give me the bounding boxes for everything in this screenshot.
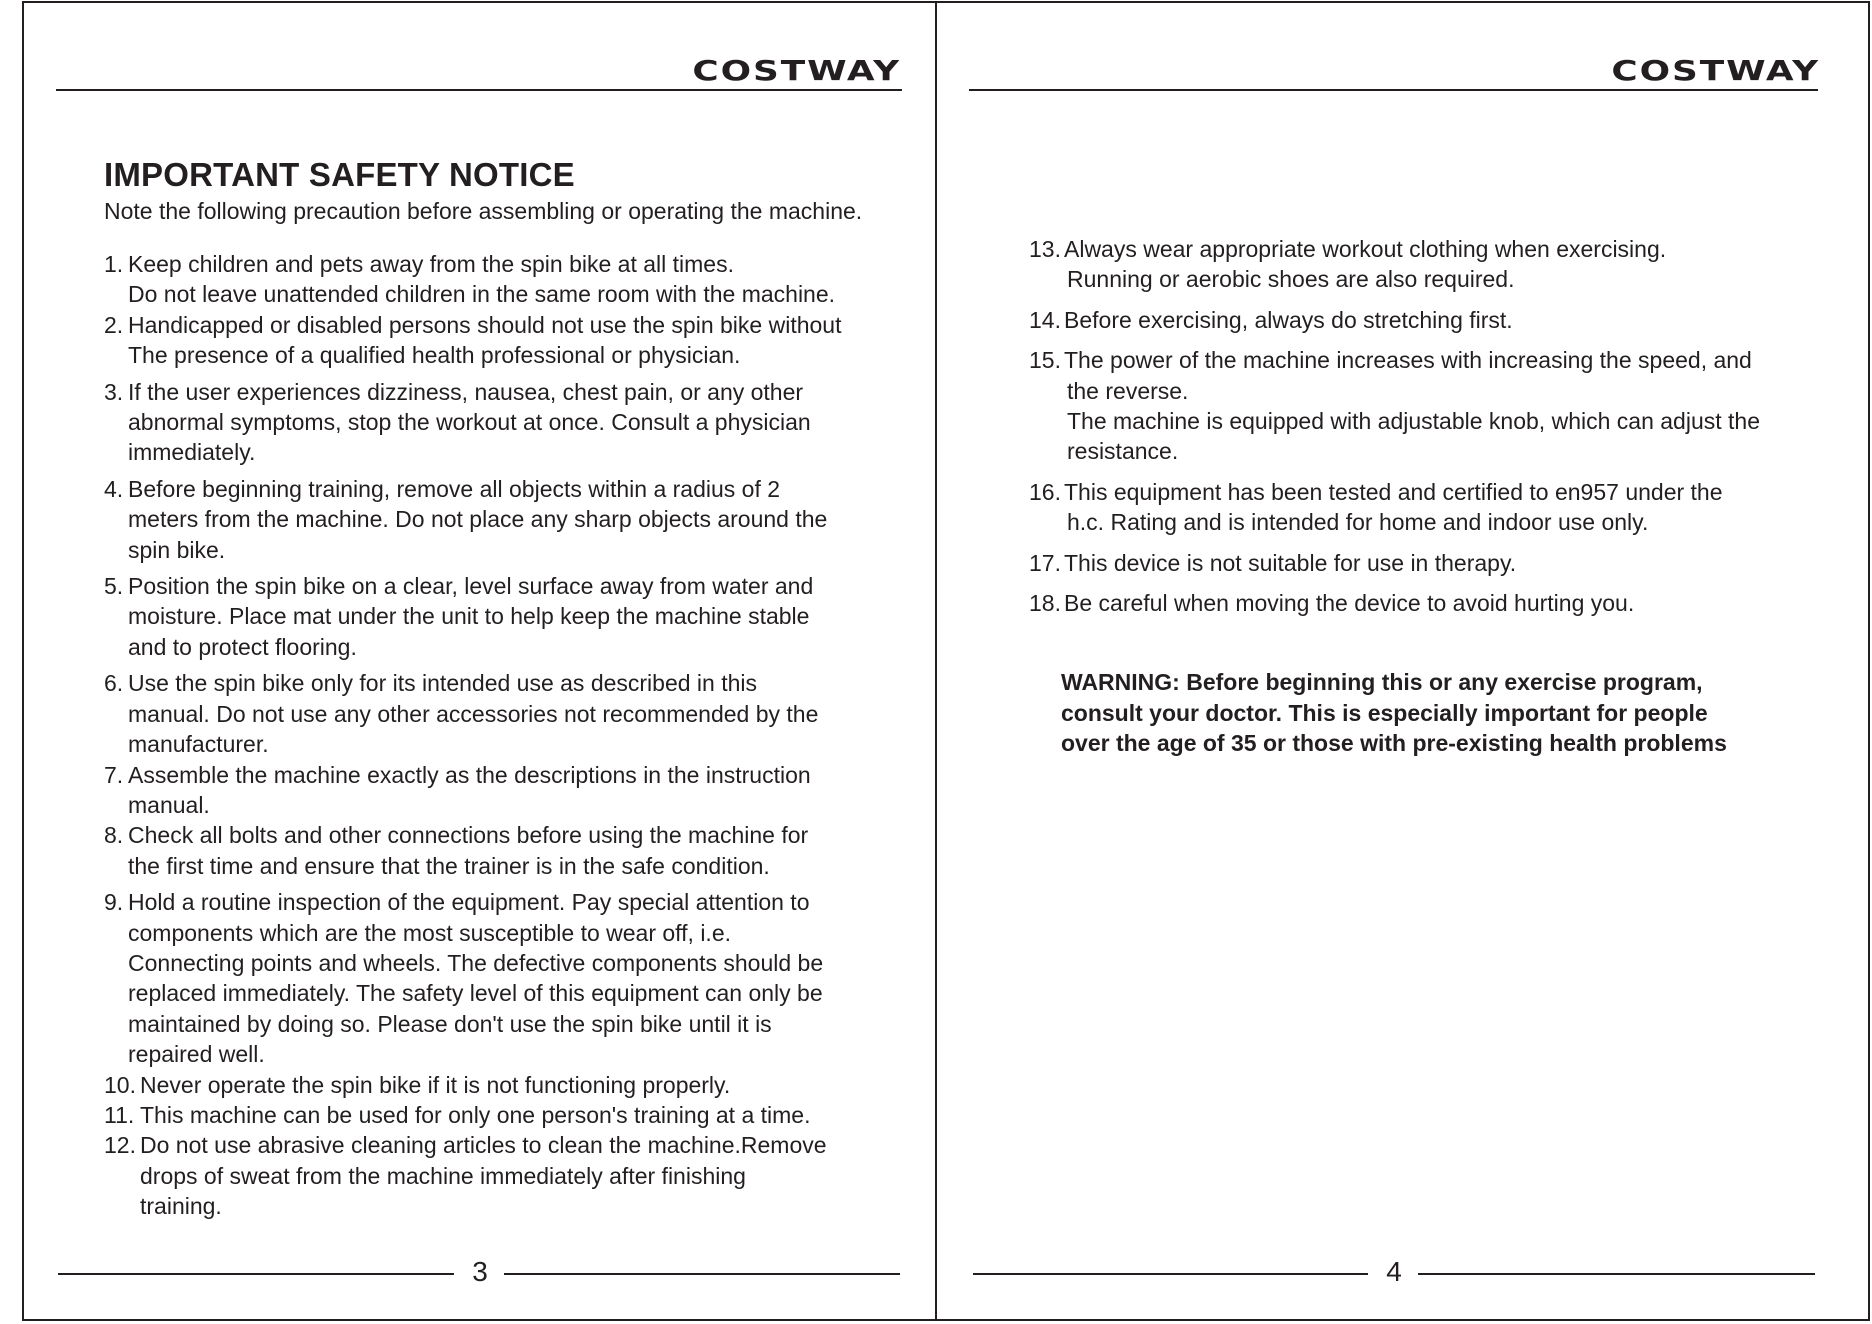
list-item [1029, 305, 1809, 335]
list-item [104, 1130, 884, 1221]
item-number: 3. [104, 378, 124, 405]
footer-rule [973, 1273, 1368, 1275]
list-item [1029, 477, 1809, 538]
item-line: and to protect flooring. [128, 633, 357, 660]
item-line: manual. Do not use any other accessories not recommended by the [128, 700, 819, 727]
list-item [104, 887, 884, 1069]
list-item [104, 760, 884, 821]
item-line: Connecting points and wheels. The defective components should be [128, 949, 824, 976]
item-line: Hold a routine inspection of the equipment. Pay special attention to [128, 889, 810, 916]
warning-line: WARNING: Before beginning this or any exercise program, [1061, 669, 1703, 695]
list-item [104, 820, 884, 881]
item-number: 16. [1029, 478, 1061, 505]
safety-list [104, 249, 884, 1222]
item-line: Never operate the spin bike if it is not functioning properly. [140, 1071, 731, 1098]
page-number: 4 [1386, 1256, 1402, 1287]
item-line: spin bike. [128, 536, 226, 563]
item-line: the reverse. [1067, 377, 1189, 404]
item-line: Do not use abrasive cleaning articles to clean the machine.Remove [140, 1132, 827, 1159]
item-line: Position the spin bike on a clear, level surface away from water and [128, 573, 814, 600]
item-number: 9. [104, 889, 124, 916]
item-number: 12. [104, 1132, 136, 1159]
item-line: Assemble the machine exactly as the descriptions in the instruction [128, 761, 811, 788]
item-line: moisture. Place mat under the unit to help keep the machine stable [128, 603, 810, 630]
list-item [104, 668, 884, 759]
item-line: Use the spin bike only for its intended use as described in this [128, 670, 758, 697]
item-line: repaired well. [128, 1041, 265, 1068]
item-line: Before beginning training, remove all objects within a radius of 2 [128, 475, 781, 502]
footer-rule [58, 1273, 454, 1275]
warning-notice [1061, 667, 1727, 759]
brand-logo: COSTWAY [1611, 54, 1820, 87]
item-line: Keep children and pets away from the spin bike at all times. [128, 251, 734, 277]
item-line: drops of sweat from the machine immediately after finishing [140, 1162, 746, 1189]
item-number: 18. [1029, 590, 1061, 617]
item-number: 15. [1029, 347, 1061, 374]
list-item [1029, 234, 1809, 295]
item-line: Do not leave unattended children in the same room with the machine. [128, 281, 836, 308]
footer-rule [1418, 1273, 1815, 1275]
list-item [1029, 588, 1809, 618]
item-number: 10. [104, 1071, 136, 1098]
item-line: components which are the most susceptible to wear off, i.e. [128, 919, 731, 946]
list-item [104, 571, 884, 662]
list-item [1029, 548, 1809, 578]
list-item [1029, 345, 1809, 467]
item-line: This device is not suitable for use in therapy. [1064, 549, 1517, 576]
brand-logo: COSTWAY [692, 54, 901, 87]
item-line: The presence of a qualified health professional or physician. [128, 342, 741, 369]
item-line: replaced immediately. The safety level of this equipment can only be [128, 980, 823, 1007]
item-number: 17. [1029, 549, 1061, 576]
header-rule [56, 89, 902, 91]
item-line: Always wear appropriate workout clothing when exercising. [1064, 236, 1667, 262]
item-number: 2. [104, 311, 124, 338]
item-line: If the user experiences dizziness, nausea, chest pain, or any other [128, 378, 804, 405]
header-rule [969, 89, 1818, 91]
item-line: Check all bolts and other connections before using the machine for [128, 822, 809, 849]
footer-rule [504, 1273, 900, 1275]
item-number: 11. [104, 1101, 135, 1128]
item-line: manufacturer. [128, 731, 269, 758]
warning-line: consult your doctor. This is especially important for people [1061, 699, 1708, 726]
item-line: Be careful when moving the device to avoid hurting you. [1064, 590, 1635, 617]
item-line: the first time and ensure that the trainer is in the safe condition. [128, 852, 770, 879]
list-item [104, 310, 884, 371]
item-line: The machine is equipped with adjustable knob, which can adjust the [1067, 408, 1760, 435]
item-line: Handicapped or disabled persons should not use the spin bike without [128, 311, 842, 338]
item-line: manual. [128, 791, 210, 818]
item-line: The power of the machine increases with increasing the speed, and [1064, 347, 1752, 374]
item-line: maintained by doing so. Please don't use the spin bike until it is [128, 1010, 772, 1037]
item-line: abnormal symptoms, stop the workout at once. Consult a physician [128, 409, 811, 436]
item-line: This machine can be used for only one person's training at a time. [140, 1101, 811, 1128]
page-4 [937, 0, 1872, 1324]
item-line: training. [140, 1193, 222, 1220]
list-item [104, 1100, 884, 1130]
warning-line: over the age of 35 or those with pre-existing health problems [1061, 730, 1727, 756]
item-number: 1. [104, 251, 124, 277]
list-item [104, 249, 884, 310]
list-item [104, 474, 884, 565]
safety-list [1029, 234, 1809, 618]
item-number: 4. [104, 475, 124, 502]
intro-text: Note the following precaution before assembling or operating the machine. [104, 198, 863, 224]
item-line: immediately. [128, 439, 256, 466]
item-line: h.c. Rating and is intended for home and indoor use only. [1067, 509, 1649, 536]
item-number: 6. [104, 670, 124, 697]
item-line: This equipment has been tested and certified to en957 under the [1064, 478, 1723, 505]
item-line: resistance. [1067, 438, 1179, 465]
item-line: meters from the machine. Do not place any sharp objects around the [128, 506, 828, 533]
page-3 [0, 0, 935, 1324]
list-item [104, 377, 884, 468]
page-title: IMPORTANT SAFETY NOTICE [104, 156, 575, 193]
item-number: 8. [104, 822, 124, 849]
item-line: Before exercising, always do stretching first. [1064, 306, 1513, 333]
item-line: Running or aerobic shoes are also required. [1067, 266, 1515, 293]
item-number: 14. [1029, 306, 1061, 333]
page-number: 3 [472, 1256, 488, 1287]
item-number: 13. [1029, 236, 1061, 262]
list-item [104, 1070, 884, 1100]
item-number: 5. [104, 573, 124, 600]
item-number: 7. [104, 761, 124, 788]
